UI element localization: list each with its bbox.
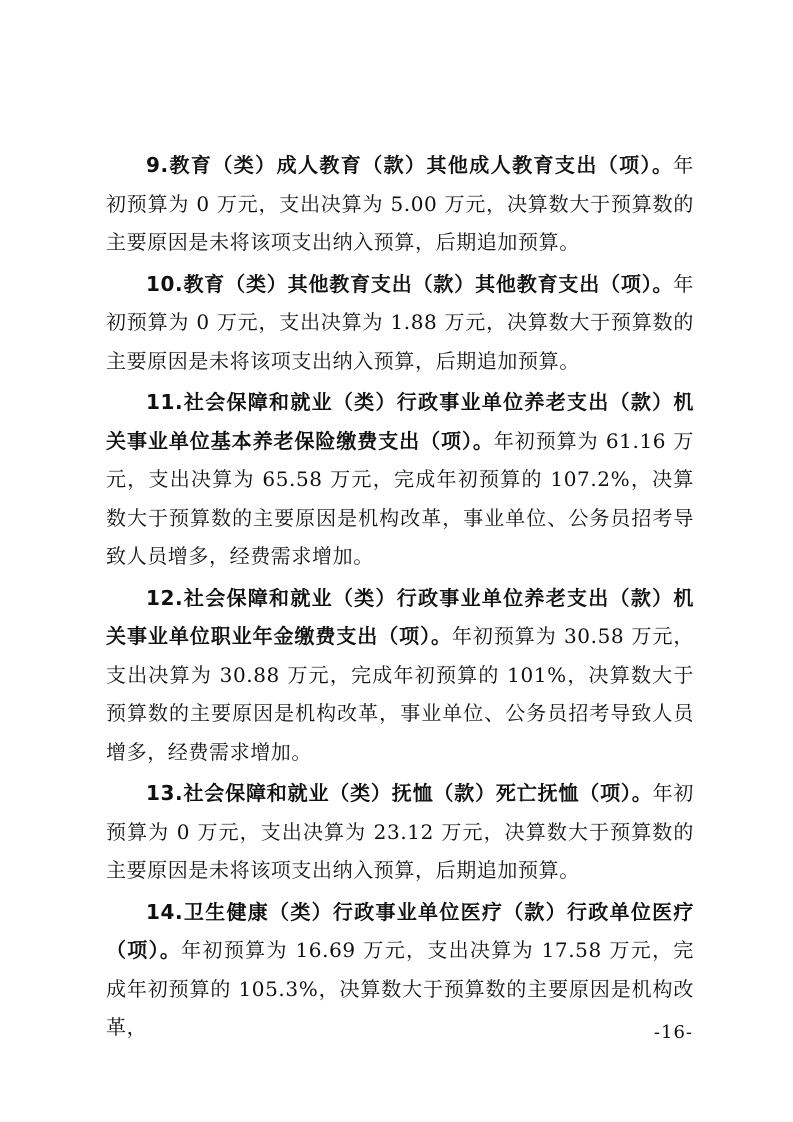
paragraph-body: 年初预算为 30.58 万元，支出决算为 30.88 万元，完成年初预算的 101%，决算数大于预算数的主要原因是机构改革，事业单位、公务员招考导致人员增多，经费需求增加。 bbox=[106, 624, 694, 764]
paragraph-item-9 bbox=[106, 146, 694, 262]
paragraph-heading: 11.社会保障和就业（类）行政事业单位养老支出（款）机关事业单位基本养老保险缴费支出（项）。 bbox=[106, 390, 694, 453]
paragraph-heading: 10.教育（类）其他教育支出（款）其他教育支出（项）。 bbox=[146, 271, 674, 296]
paragraph-heading: 9.教育（类）成人教育（款）其他成人教育支出（项）。 bbox=[146, 153, 674, 177]
paragraph-body: 年初预算为 61.16 万元，支出决算为 65.58 万元，完成年初预算的 107.2%，决算数大于预算数的主要原因是机构改革，事业单位、公务员招考导致人员增多，经费需求增加。 bbox=[106, 428, 694, 568]
paragraph-heading: 12.社会保障和就业（类）行政事业单位养老支出（款）机关事业单位职业年金缴费支出（项）。 bbox=[106, 585, 694, 648]
paragraph-heading: 14.卫生健康（类）行政事业单位医疗（款）行政单位医疗（项）。 bbox=[106, 899, 694, 962]
paragraph-item-14 bbox=[106, 893, 694, 1047]
paragraph-body: 年初预算为 16.69 万元，支出决算为 17.58 万元，完成年初预算的 105.3%，决算数大于预算数的主要原因是机构改革， bbox=[106, 938, 694, 1039]
paragraph-body: 年初预算为 0 万元，支出决算为 1.88 万元，决算数大于预算数的主要原因是未将该项支出纳入预算，后期追加预算。 bbox=[106, 271, 694, 373]
paragraph-item-13 bbox=[106, 774, 694, 890]
page-number: -16- bbox=[653, 1022, 693, 1043]
paragraph-item-12 bbox=[106, 579, 694, 772]
document-page bbox=[106, 146, 694, 1050]
paragraph-body: 年初预算为 0 万元，支出决算为 23.12 万元，决算数大于预算数的主要原因是未将该项支出纳入预算，后期追加预算。 bbox=[106, 781, 695, 882]
paragraph-heading: 13.社会保障和就业（类）抚恤（款）死亡抚恤（项）。 bbox=[146, 781, 653, 805]
paragraph-item-10 bbox=[106, 265, 694, 381]
paragraph-body: 年初预算为 0 万元，支出决算为 5.00 万元，决算数大于预算数的主要原因是未将该项支出纳入预算，后期追加预算。 bbox=[106, 153, 694, 254]
paragraph-item-11 bbox=[106, 383, 694, 576]
